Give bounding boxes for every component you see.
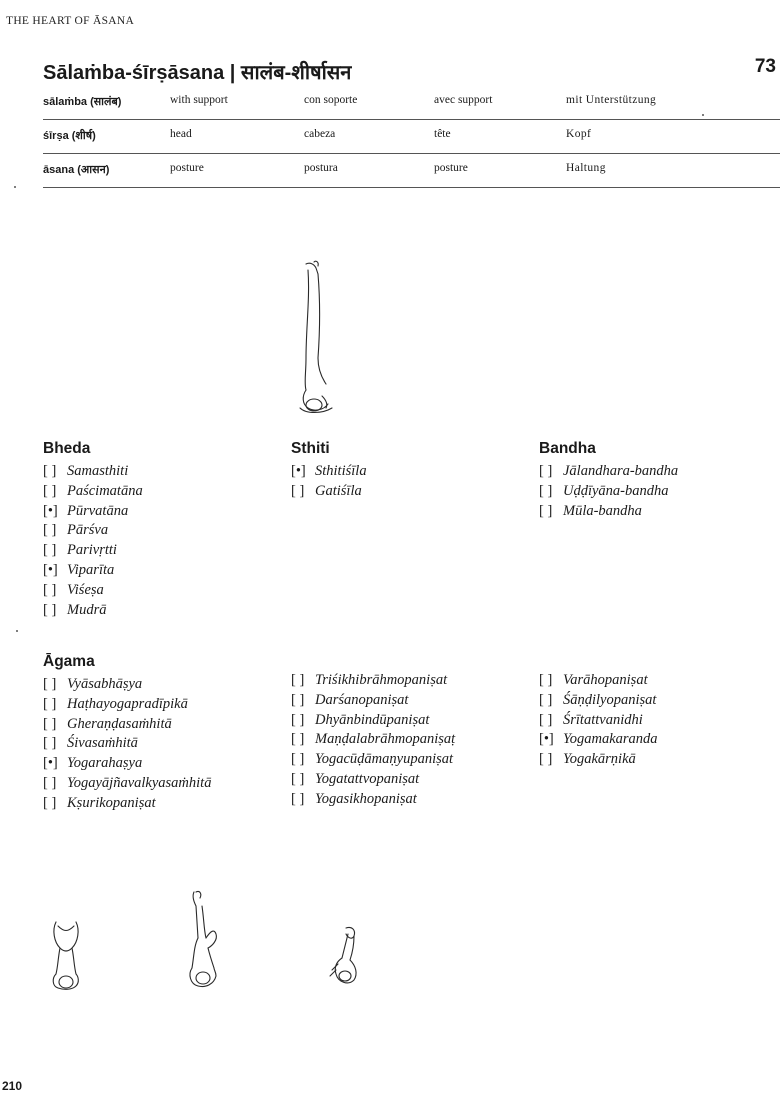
item-name: Yogasikhopaniṣat — [315, 790, 417, 807]
gloss-table — [43, 86, 780, 188]
gloss-row — [43, 120, 780, 154]
item-name: Mūla-bandha — [563, 502, 642, 519]
item-name: Varāhopaniṣat — [563, 672, 648, 688]
check-mark: [ ] — [43, 774, 57, 791]
check-mark: [ ] — [291, 482, 305, 499]
list-item — [539, 502, 678, 522]
check-mark: [ ] — [291, 790, 305, 807]
check-mark: [ ] — [43, 695, 57, 712]
gloss-english: with support — [170, 94, 228, 106]
item-name: Uḍḍīyāna-bandha — [563, 482, 669, 499]
list-item — [291, 770, 455, 790]
check-mark: [ ] — [43, 794, 57, 811]
pose-title: Sālaṁba-śīrṣāsana | सालंब-शीर्षासन — [43, 62, 352, 84]
check-mark: [ ] — [539, 691, 553, 708]
check-mark: [•] — [539, 731, 554, 748]
check-mark: [ ] — [539, 463, 553, 479]
gloss-spanish: cabeza — [304, 128, 336, 140]
list-item — [539, 671, 658, 691]
bandha-heading: Bandha — [539, 440, 596, 457]
gloss-german: Haltung — [566, 162, 606, 174]
list-item — [539, 730, 658, 750]
gloss-term: āsana (आसन) — [43, 164, 110, 176]
item-name: Sthitiśīla — [315, 463, 367, 479]
check-mark: [ ] — [43, 482, 57, 499]
print-speck — [14, 186, 16, 188]
check-mark: [ ] — [291, 691, 305, 708]
item-name: Pūrvatāna — [67, 502, 129, 519]
gloss-german: mit Unterstützung — [566, 94, 657, 106]
check-mark: [ ] — [43, 522, 57, 539]
list-item — [43, 754, 211, 774]
agama-list-3 — [539, 671, 658, 770]
agama-heading: Āgama — [43, 653, 95, 670]
list-item — [43, 675, 211, 695]
item-name: Kṣurikopaniṣat — [67, 794, 156, 811]
item-name: Yogamakaranda — [563, 731, 658, 748]
bandha-list — [539, 462, 678, 521]
gloss-french: posture — [434, 162, 468, 174]
sthiti-list — [291, 462, 367, 502]
print-speck — [702, 114, 704, 116]
list-item — [43, 561, 143, 581]
list-item — [291, 462, 367, 482]
item-name: Haṭhayogapradīpikā — [67, 695, 188, 712]
list-item — [291, 711, 455, 731]
item-name: Gatiśīla — [315, 482, 362, 499]
item-name: Parivṛtti — [67, 542, 117, 559]
list-item — [291, 671, 455, 691]
item-name: Vyāsabhāṣya — [67, 676, 143, 692]
item-name: Yogatattvopaniṣat — [315, 770, 420, 787]
page-number: 210 — [2, 1079, 23, 1093]
item-name: Mudrā — [67, 601, 107, 618]
item-name: Śrītattvanidhi — [563, 711, 643, 728]
check-mark: [ ] — [43, 581, 57, 598]
list-item — [43, 774, 211, 794]
item-name: Dhyānbindūpaniṣat — [315, 711, 430, 728]
gloss-english: posture — [170, 162, 204, 174]
item-name: Śāṇḍilyopaniṣat — [563, 691, 657, 708]
list-item — [539, 482, 678, 502]
check-mark: [ ] — [43, 735, 57, 752]
list-item — [539, 711, 658, 731]
gloss-english: head — [170, 128, 192, 140]
item-name: Yogakārṇikā — [563, 751, 636, 768]
check-mark: [ ] — [43, 601, 57, 618]
list-item — [43, 462, 143, 482]
list-item — [43, 601, 143, 621]
list-item — [43, 482, 143, 502]
headstand-prep-figure-1 — [46, 918, 86, 994]
bheda-heading: Bheda — [43, 440, 91, 457]
list-item — [43, 734, 211, 754]
check-mark: [ ] — [291, 770, 305, 787]
item-name: Yogarahaṣya — [67, 755, 143, 772]
gloss-row — [43, 86, 780, 120]
check-mark: [ ] — [539, 482, 553, 499]
list-item — [43, 794, 211, 814]
check-mark: [ ] — [43, 463, 57, 479]
check-mark: [ ] — [291, 711, 305, 728]
pose-number: 73 — [754, 56, 776, 77]
item-name: Gheraṇḍasaṁhitā — [67, 715, 172, 732]
gloss-german: Kopf — [566, 128, 592, 140]
item-name: Viparīta — [67, 561, 115, 578]
item-name: Yogayājñavalkyasaṁhitā — [67, 774, 212, 791]
list-item — [291, 691, 455, 711]
item-name: Darśanopaniṣat — [315, 691, 409, 708]
item-name: Triśikhibrāhmopaniṣat — [315, 672, 448, 688]
check-mark: [•] — [43, 502, 58, 519]
item-name: Pārśva — [67, 522, 109, 539]
check-mark: [ ] — [539, 711, 553, 728]
print-speck — [16, 630, 18, 632]
check-mark: [ ] — [539, 502, 553, 519]
gloss-french: tête — [434, 128, 451, 140]
check-mark: [•] — [43, 755, 58, 772]
list-item — [43, 581, 143, 601]
gloss-term: sālaṁba (सालंब) — [43, 96, 122, 108]
list-item — [43, 502, 143, 522]
agama-list-1 — [43, 675, 211, 814]
list-item — [43, 715, 211, 735]
gloss-term: śīrṣa (शीर्ष) — [43, 130, 96, 142]
gloss-spanish: postura — [304, 162, 338, 174]
list-item — [291, 750, 455, 770]
list-item — [43, 695, 211, 715]
check-mark: [ ] — [539, 672, 553, 688]
headstand-prep-figure-3 — [326, 924, 364, 992]
item-name: Maṇḍalabrāhmopaniṣaṭ — [315, 731, 456, 748]
list-item — [539, 750, 658, 770]
item-name: Jālandhara-bandha — [563, 463, 679, 479]
running-head: THE HEART OF ĀSANA — [6, 15, 135, 27]
check-mark: [ ] — [291, 672, 305, 688]
gloss-french: avec support — [434, 94, 493, 106]
list-item — [291, 790, 455, 810]
list-item — [43, 521, 143, 541]
check-mark: [ ] — [43, 715, 57, 732]
list-item — [539, 691, 658, 711]
check-mark: [ ] — [291, 731, 305, 748]
gloss-spanish: con soporte — [304, 94, 358, 106]
check-mark: [ ] — [291, 751, 305, 768]
item-name: Śivasaṁhitā — [67, 735, 138, 752]
headstand-figure — [292, 258, 338, 418]
list-item — [539, 462, 678, 482]
item-name: Samasthiti — [67, 463, 129, 479]
check-mark: [•] — [43, 561, 58, 578]
list-item — [291, 482, 367, 502]
item-name: Viśeṣa — [67, 581, 104, 598]
list-item — [291, 730, 455, 750]
sthiti-heading: Sthiti — [291, 440, 330, 457]
item-name: Yogacūḍāmaṇyupaniṣat — [315, 751, 454, 768]
headstand-prep-figure-2 — [182, 888, 226, 994]
bheda-list — [43, 462, 143, 620]
agama-list-2 — [291, 671, 455, 810]
check-mark: [•] — [291, 463, 306, 479]
item-name: Paścimatāna — [67, 482, 143, 499]
check-mark: [ ] — [43, 542, 57, 559]
check-mark: [ ] — [539, 751, 553, 768]
list-item — [43, 541, 143, 561]
gloss-row — [43, 154, 780, 188]
check-mark: [ ] — [43, 676, 57, 692]
